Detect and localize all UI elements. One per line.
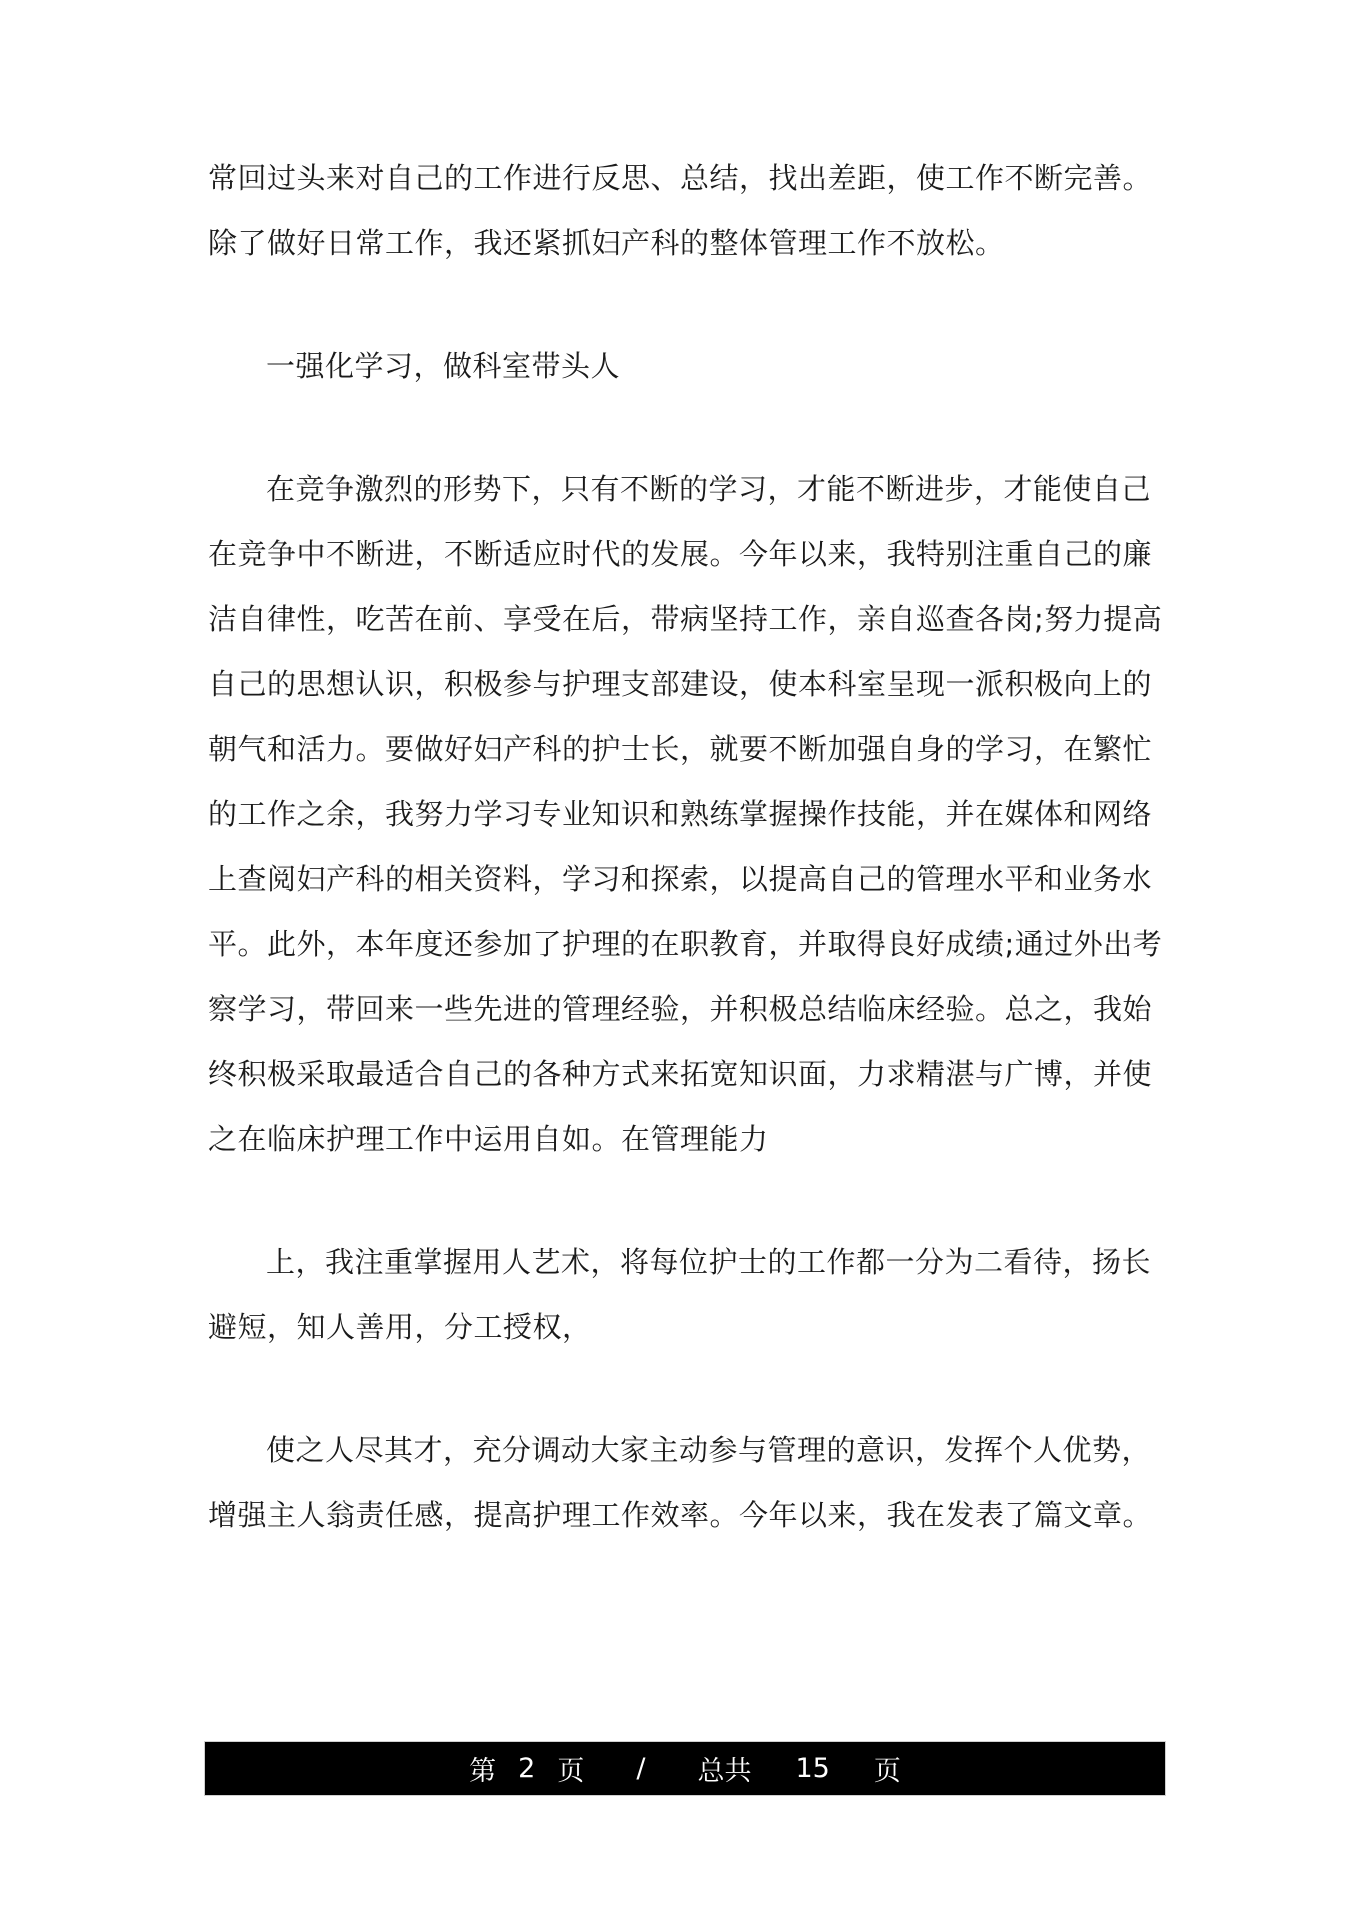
total-prefix: 总共 bbox=[697, 1756, 752, 1787]
document-body bbox=[208, 146, 1168, 1548]
paragraph-learning: 在竞争激烈的形势下，只有不断的学习，才能不断进步，才能使自己在竞争中不断进，不断适应时代的发展。今年以来，我特别注重自己的廉洁自律性，吃苦在前、享受在后，带病坚持工作，亲自巡查各岗;努力提高自己的思想认识，积极参与护理支部建设，使本科室呈现一派积极向上的朝气和活力。要做好妇产科的护士长，就要不断加强自身的学习，在繁忙的工作之余，我努力学习专业知识和熟练掌握操作技能，并在媒体和网络上查阅妇产科的相关资料，学习和探索，以提高自己的管理水平和业务水平。此外，本年度还参加了护理的在职教育，并取得良好成绩;通过外出考察学习，带回来一些先进的管理经验，并积极总结临床经验。总之，我始终积极采取最适合自己的各种方式来拓宽知识面，力求精湛与广博，并使之在临床护理工作中运用自如。在管理能力 bbox=[208, 472, 1163, 1156]
page-separator: / bbox=[636, 1753, 646, 1784]
section-heading: 一强化学习，做科室带头人 bbox=[266, 349, 621, 383]
total-suffix: 页 bbox=[873, 1756, 901, 1787]
paragraph-management: 上，我注重掌握用人艺术，将每位护士的工作都一分为二看待，扬长避短，知人善用，分工授权， bbox=[208, 1245, 1152, 1344]
current-page-number: 2 bbox=[518, 1753, 536, 1784]
page-footer bbox=[204, 1741, 1166, 1796]
page-prefix: 第 bbox=[469, 1756, 497, 1787]
total-page-count: 15 bbox=[795, 1753, 830, 1784]
paragraph-motivation: 使之人尽其才，充分调动大家主动参与管理的意识，发挥个人优势，增强主人翁责任感，提高护理工作效率。今年以来，我在发表了篇文章。 bbox=[208, 1433, 1153, 1532]
page-suffix: 页 bbox=[557, 1756, 585, 1787]
paragraph-continuation: 常回过头来对自己的工作进行反思、总结，找出差距，使工作不断完善。除了做好日常工作，我还紧抓妇产科的整体管理工作不放松。 bbox=[208, 161, 1153, 260]
